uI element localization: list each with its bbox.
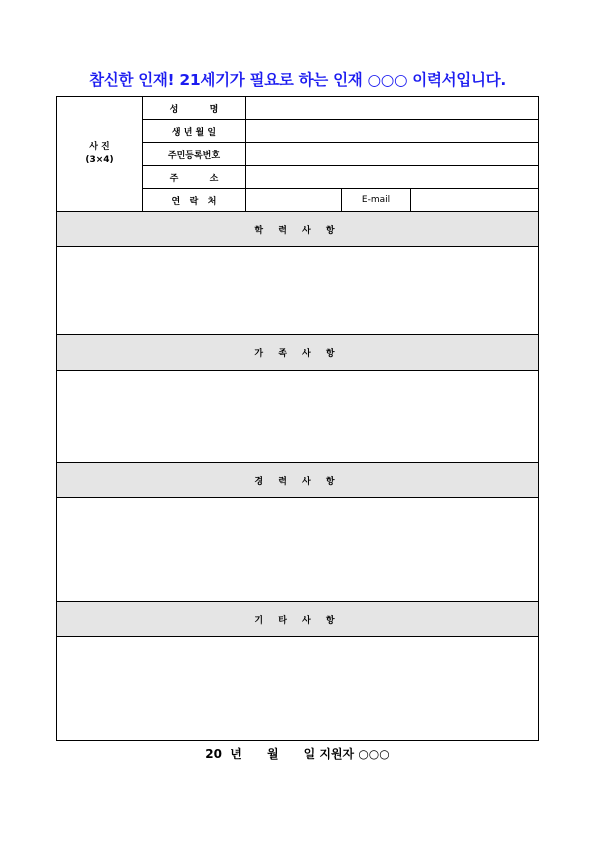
resident-number-field[interactable] — [246, 143, 539, 165]
other-content[interactable] — [57, 637, 538, 740]
birthdate-label: 생 년 월 일 — [171, 127, 217, 138]
other-section-heading: 기 타 사 항 — [57, 602, 538, 636]
birthdate-field[interactable] — [246, 120, 539, 142]
contact-label: 연 락 처 — [171, 196, 217, 207]
career-section-heading: 경 력 사 항 — [57, 463, 538, 497]
email-field[interactable] — [411, 189, 539, 211]
family-section-heading: 가 족 사 항 — [57, 335, 538, 370]
address-label: 주 소 — [169, 173, 219, 184]
address-field[interactable] — [246, 166, 539, 188]
signature-line: 20 년 월 일 지원자 ○○○ — [205, 747, 390, 761]
family-content[interactable] — [57, 371, 538, 462]
name-label: 성 명 — [169, 104, 219, 115]
name-field[interactable] — [246, 97, 539, 119]
photo-cell — [57, 97, 142, 211]
photo-size-label: (3×4) — [85, 155, 114, 165]
contact-field[interactable] — [246, 189, 341, 211]
resume-form — [56, 96, 539, 741]
career-content[interactable] — [57, 498, 538, 601]
resident-number-label: 주민등록번호 — [167, 150, 221, 161]
education-section-heading: 학 력 사 항 — [57, 212, 538, 246]
email-label: E-mail — [361, 195, 391, 205]
photo-label: 사 진 — [89, 142, 110, 152]
document-title: 참신한 인재! 21세기가 필요로 하는 인재 ○○○ 이력서입니다. — [89, 71, 506, 89]
education-content[interactable] — [57, 247, 538, 334]
